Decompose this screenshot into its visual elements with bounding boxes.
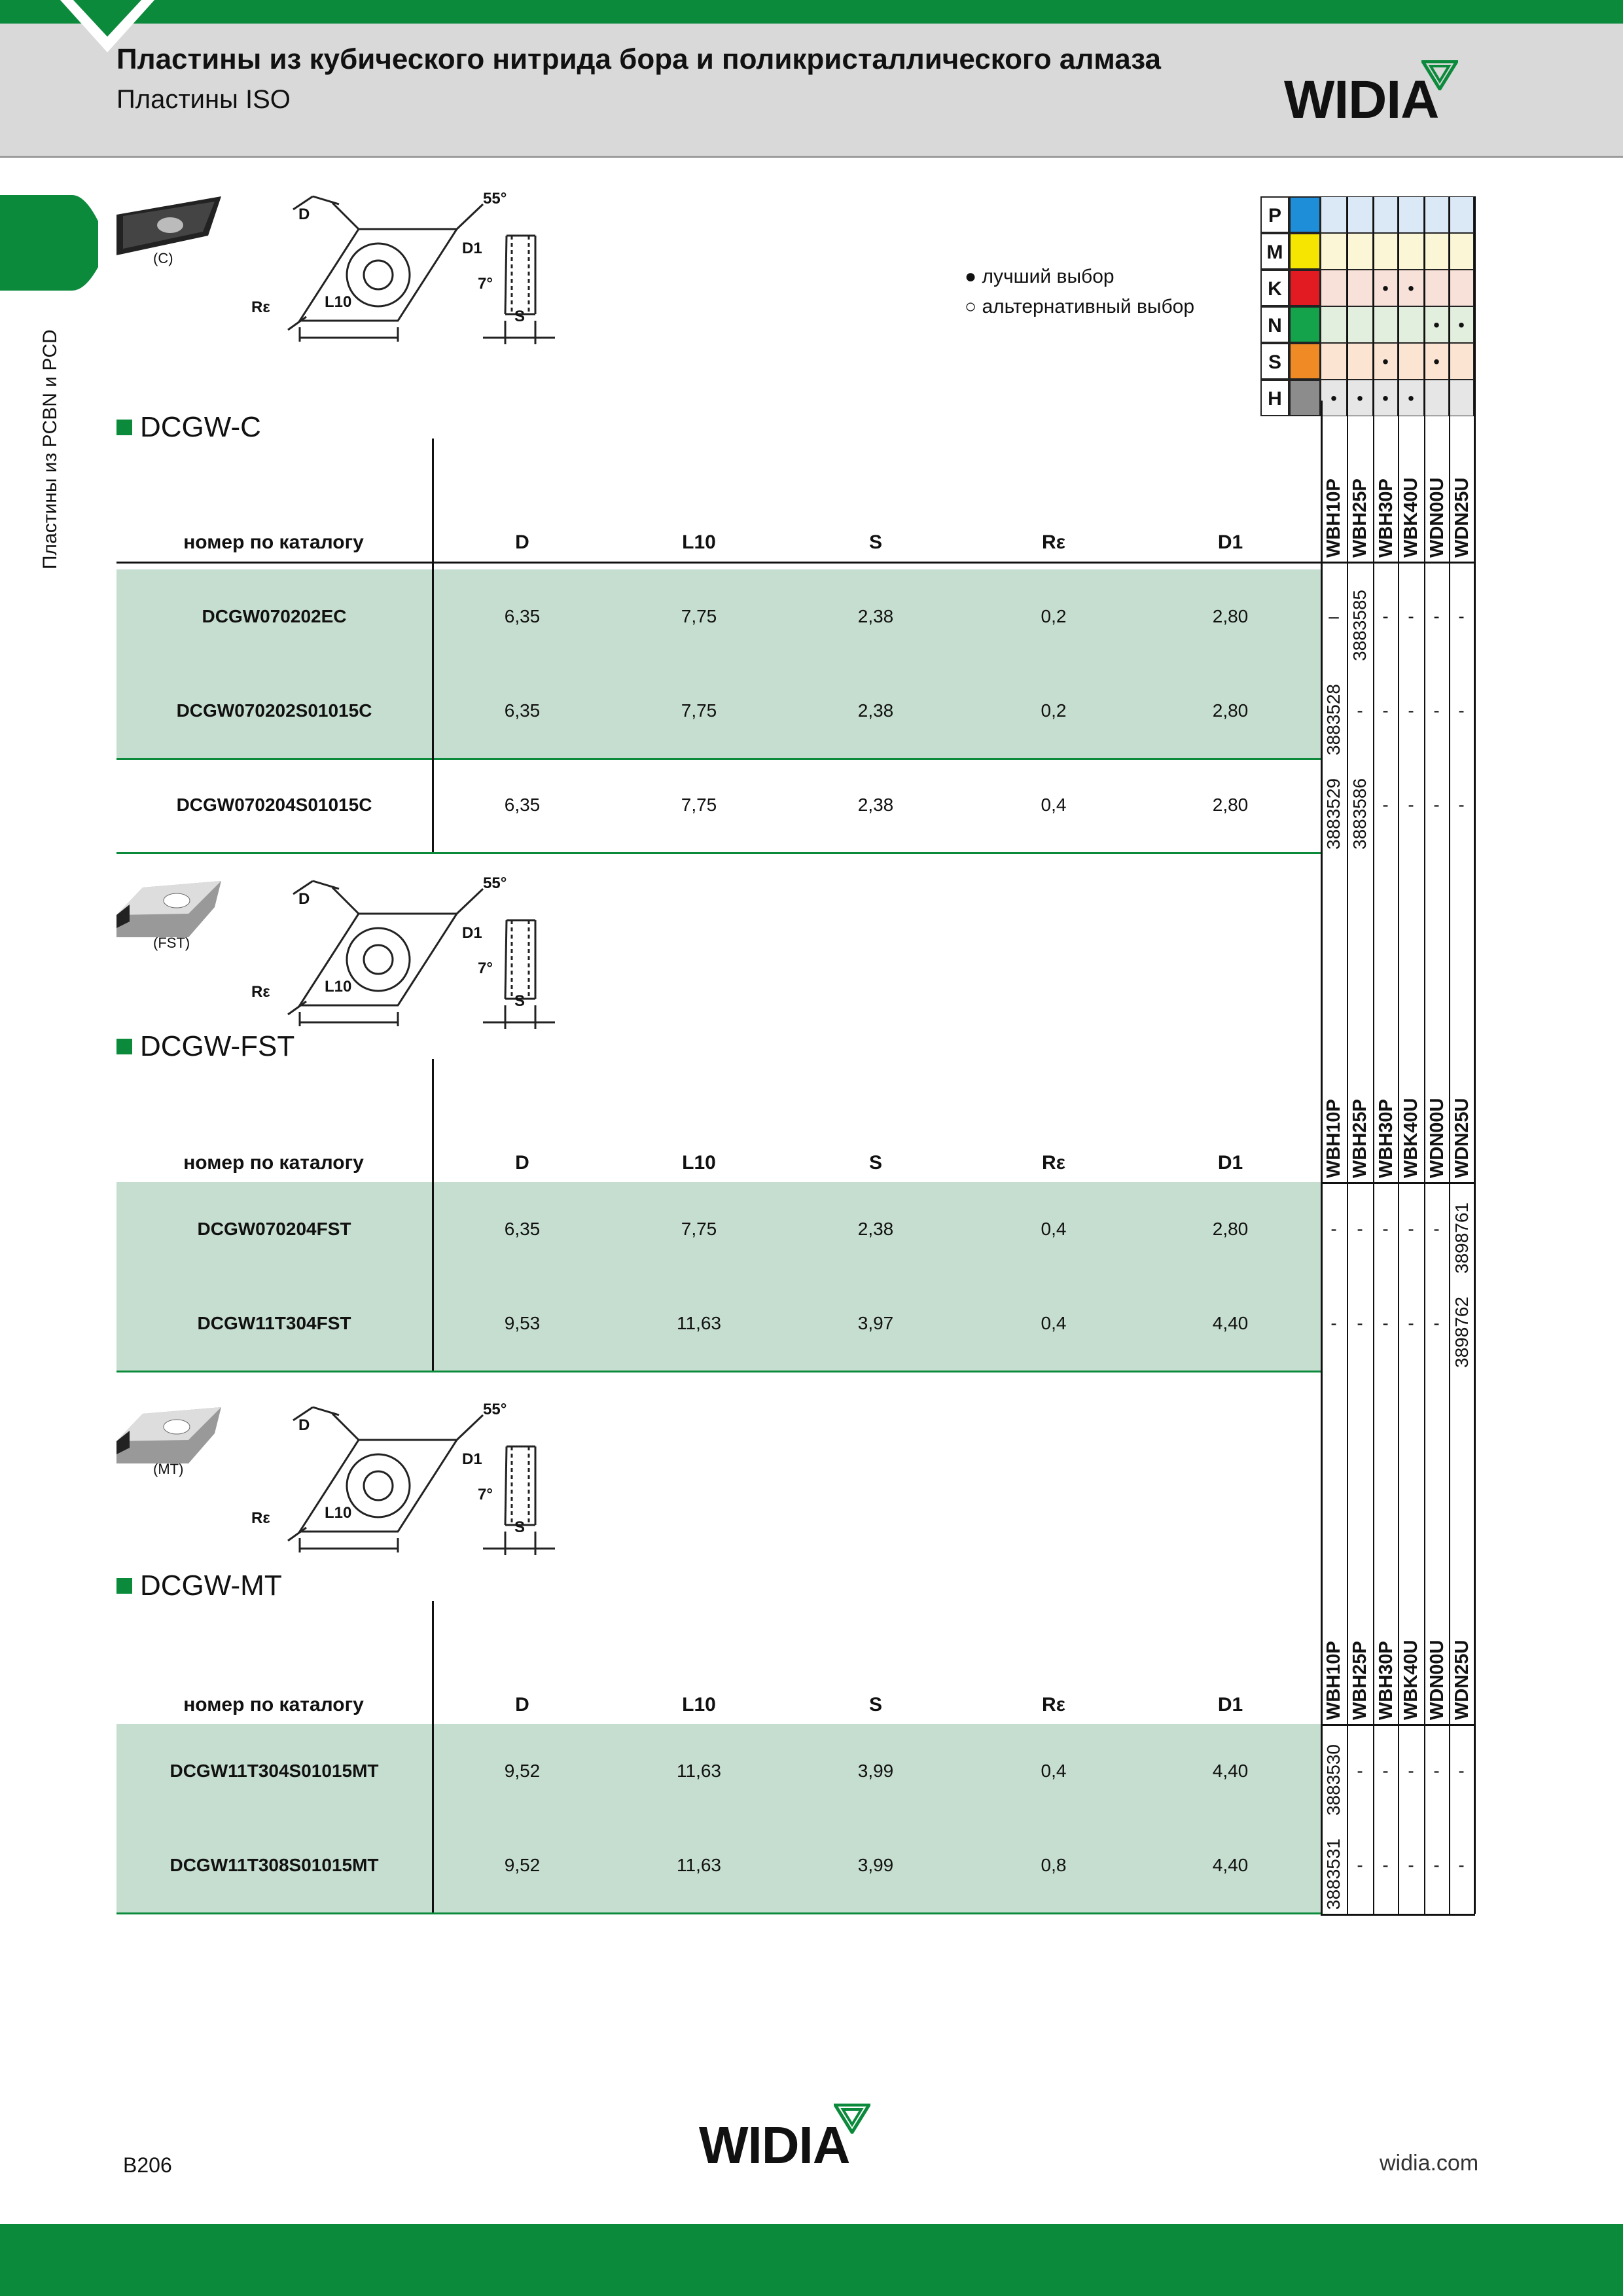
material-label-k: K [1260,270,1289,306]
dim-d-label: D [298,1416,310,1434]
dim-l10-label: L10 [325,293,352,311]
column-header-d: D [515,531,529,553]
dim-re-label: Rε [251,1509,270,1527]
dim-re-label: Rε [251,983,270,1001]
grade-column-line [1398,196,1399,1914]
dim-s-label: S [514,1518,526,1536]
material-grade-cell: • [1449,306,1474,343]
grade-unavailable: - [1330,1219,1337,1239]
column-header-l10: L10 [682,531,716,553]
material-grade-cell [1373,196,1398,233]
grade-column-line [1321,401,1323,1914]
section-name: DCGW-C [140,411,261,443]
catalog-number: DCGW11T308S01015MT [169,1855,379,1875]
material-grade-cell: • [1373,270,1398,306]
cell-d1: 4,40 [1212,1313,1249,1333]
grade-column-line [1347,196,1348,1914]
catalog-number: DCGW070204S01015C [176,795,372,815]
grade-unavailable: - [1458,606,1465,626]
grade-unavailable: - [1458,1761,1465,1781]
material-label-h: H [1260,380,1289,416]
insert-drawing [116,1401,588,1571]
catalog-number: DCGW070202S01015C [176,700,372,721]
grade-item-number[interactable]: 3898762 [1452,1296,1472,1368]
cell-l10: 7,75 [681,1219,717,1239]
grade-unavailable: - [1458,700,1465,721]
grade-unavailable: - [1433,606,1440,626]
dim-re-label: Rε [251,298,270,316]
group-rule [116,852,1321,854]
grade-column-line [1449,196,1450,1914]
grade-unavailable: - [1382,1313,1389,1333]
dim-d-label: D [298,206,310,223]
grade-unavailable: - [1408,1855,1414,1875]
grade-header-wbh10p: WBH10P [1323,1641,1344,1720]
corner-notch-green [73,0,141,37]
column-header-catalog: номер по каталогу [183,531,364,553]
grade-unavailable: - [1408,795,1414,815]
cell-re: 0,4 [1041,1313,1067,1333]
group-rule [116,1912,1321,1914]
catalog-divider [432,1724,434,1912]
legend-alt: ○ альтернативный выбор [965,296,1195,317]
dim-d-label: D [298,890,310,908]
column-header-catalog: номер по каталогу [183,1694,364,1715]
grade-header-wbh10p: WBH10P [1323,478,1344,558]
page-title: Пластины из кубического нитрида бора и поликристаллического алмаза [116,43,1162,75]
grade-header-wbh30p: WBH30P [1376,1099,1397,1178]
cell-l10: 11,63 [677,1855,721,1875]
grade-unavailable: - [1433,1855,1440,1875]
material-grade-cell [1398,343,1424,380]
footer-green-bar [0,2224,1623,2296]
column-header-re: Rε [1042,1694,1065,1715]
cell-re: 0,4 [1041,795,1067,815]
grade-unavailable: - [1408,700,1414,721]
dim-relief-label: 7° [478,275,493,293]
insert-geometry-diagram [116,874,588,1045]
material-grade-cell [1347,233,1373,270]
material-grade-cell [1424,196,1449,233]
material-grade-cell [1373,233,1398,270]
cell-d1: 2,80 [1212,606,1249,626]
header-divider [432,1601,434,1724]
material-color-swatch [1289,380,1321,416]
material-grade-cell [1321,343,1347,380]
dim-relief-label: 7° [478,1486,493,1503]
material-grade-cell [1449,343,1474,380]
grade-unavailable: - [1330,1313,1337,1333]
material-grade-cell: • [1373,380,1398,416]
grade-unavailable: - [1408,1313,1414,1333]
material-grade-cell: • [1398,380,1424,416]
cell-l10: 7,75 [681,795,717,815]
material-grade-cell [1449,380,1474,416]
group-rule [116,758,1321,760]
grade-unavailable: – [1329,606,1339,626]
column-header-catalog: номер по каталогу [183,1152,364,1174]
cell-d1: 4,40 [1212,1855,1249,1875]
column-header-re: Rε [1042,1152,1065,1174]
material-grade-cell [1449,233,1474,270]
cell-l10: 11,63 [677,1313,721,1333]
material-grade-cell: • [1321,380,1347,416]
grade-unavailable: - [1382,1219,1389,1239]
grade-column-line [1373,196,1374,1914]
grade-item-number[interactable]: 3883530 [1323,1744,1344,1816]
grade-header-wbk40u: WBK40U [1400,1640,1421,1720]
dim-d1-label: D1 [462,1450,482,1468]
material-grade-cell [1347,343,1373,380]
material-grade-cell [1449,196,1474,233]
material-color-swatch [1289,306,1321,343]
grade-unavailable: - [1357,700,1363,721]
dim-d1-label: D1 [462,240,482,257]
cell-d: 6,35 [504,1219,541,1239]
cell-s: 2,38 [857,795,894,815]
column-header-d1: D1 [1217,531,1243,553]
dim-d1-label: D1 [462,924,482,942]
header-rule [116,562,1474,564]
material-grade-cell: • [1347,380,1373,416]
column-header-re: Rε [1042,531,1065,553]
grade-header-wdn25u: WDN25U [1452,1640,1472,1720]
cell-s: 2,38 [857,700,894,721]
group-rule [116,1371,1321,1372]
grade-header-wbk40u: WBK40U [1400,477,1421,558]
insert-type-label: (FST) [153,935,190,951]
cell-s: 3,99 [857,1855,894,1875]
material-grade-cell [1424,270,1449,306]
grade-header-wbh30p: WBH30P [1376,1641,1397,1720]
column-header-d1: D1 [1217,1694,1243,1715]
dim-s-label: S [514,992,526,1010]
catalog-divider [432,1182,434,1371]
cell-d1: 4,40 [1212,1761,1249,1781]
insert-type-label: (C) [153,250,173,266]
grade-unavailable: - [1382,1761,1389,1781]
grade-header-wdn00u: WDN00U [1427,477,1448,558]
material-grade-cell: • [1373,343,1398,380]
cell-re: 0,2 [1041,606,1067,626]
insert-3d-icon [116,881,221,937]
grade-bottom-rule [1321,1914,1475,1916]
column-header-s: S [868,1152,882,1174]
dim-angle-label: 55° [483,1401,507,1418]
catalog-divider [432,562,434,852]
grade-column-line [1474,196,1476,1914]
header-divider [432,1059,434,1182]
section-title [116,411,261,444]
material-grade-cell: • [1398,270,1424,306]
insert-geometry-diagram [116,190,588,360]
grade-unavailable: - [1382,1855,1389,1875]
material-grade-cell [1398,306,1424,343]
material-grade-cell: • [1424,306,1449,343]
cell-s: 3,99 [857,1761,894,1781]
widia-triangle-icon [1421,60,1458,90]
grade-unavailable: - [1458,1855,1465,1875]
grade-header-wbh25p: WBH25P [1349,1641,1370,1720]
material-grade-cell [1321,233,1347,270]
material-grade-cell [1347,196,1373,233]
dim-l10-label: L10 [325,978,352,996]
material-label-p: P [1260,196,1289,233]
side-tab-shape [0,195,98,291]
grade-header-wbh10p: WBH10P [1323,1099,1344,1178]
grade-unavailable: - [1433,1761,1440,1781]
grade-unavailable: - [1408,1761,1414,1781]
grade-header-wbh25p: WBH25P [1349,478,1370,558]
grade-item-number[interactable]: 3883528 [1323,683,1344,755]
catalog-number: DCGW11T304S01015MT [169,1761,379,1781]
grade-unavailable: - [1357,1219,1363,1239]
material-grade-cell [1321,306,1347,343]
insert-drawing [116,874,588,1045]
material-color-swatch [1289,233,1321,270]
grade-unavailable: - [1408,606,1414,626]
cell-d1: 2,80 [1212,795,1249,815]
side-tab-label: Пластины из PCBN и PCD [39,329,61,569]
section-name: DCGW-FST [140,1030,295,1062]
cell-d: 9,52 [504,1855,541,1875]
material-grade-cell [1424,380,1449,416]
cell-d: 6,35 [504,606,541,626]
grade-unavailable: - [1382,700,1389,721]
grade-unavailable: - [1433,1313,1440,1333]
insert-drawing [116,190,588,360]
insert-3d-icon [116,1407,221,1463]
material-label-s: S [1260,343,1289,380]
cell-d: 9,53 [504,1313,541,1333]
footer-url[interactable]: widia.com [1380,2151,1479,2176]
section-marker-icon [116,1578,132,1594]
grade-unavailable: - [1382,795,1389,815]
grade-unavailable: - [1357,1313,1363,1333]
cell-re: 0,4 [1041,1219,1067,1239]
cell-re: 0,2 [1041,700,1067,721]
grade-unavailable: - [1382,606,1389,626]
column-header-d1: D1 [1217,1152,1243,1174]
cell-re: 0,4 [1041,1761,1067,1781]
grade-unavailable: - [1408,1219,1414,1239]
material-grade-cell [1321,270,1347,306]
cell-l10: 11,63 [677,1761,721,1781]
grade-header-wdn00u: WDN00U [1427,1098,1448,1178]
material-grade-cell [1373,306,1398,343]
grade-header-wdn00u: WDN00U [1427,1640,1448,1720]
column-header-s: S [868,1694,882,1715]
grade-column-line [1424,196,1425,1914]
grade-item-number[interactable]: 3883531 [1323,1838,1344,1910]
cell-s: 2,38 [857,606,894,626]
cell-d1: 2,80 [1212,700,1249,721]
cell-d: 6,35 [504,795,541,815]
grade-unavailable: - [1433,700,1440,721]
cell-d: 9,52 [504,1761,541,1781]
grade-header-wbh30p: WBH30P [1376,478,1397,558]
brand-logo: WIDIA [1284,69,1438,131]
column-header-d: D [515,1694,529,1715]
insert-type-label: (MT) [153,1461,184,1477]
section-marker-icon [116,420,132,435]
cell-d: 6,35 [504,700,541,721]
section-marker-icon [116,1039,132,1054]
dim-s-label: S [514,308,526,325]
cell-s: 3,97 [857,1313,894,1333]
widia-triangle-icon [834,2104,870,2134]
grade-item-number[interactable]: 3898761 [1452,1202,1472,1274]
header-divider [432,439,434,562]
grade-item-number[interactable]: 3883585 [1349,589,1370,661]
column-header-l10: L10 [682,1694,716,1715]
insert-geometry-diagram [116,1401,588,1571]
section-title [116,1030,294,1063]
grade-header-wdn25u: WDN25U [1452,477,1472,558]
page-number: B206 [123,2153,172,2177]
column-header-s: S [868,531,882,553]
section-name: DCGW-MT [140,1570,282,1602]
cell-d1: 2,80 [1212,1219,1249,1239]
grade-header-wbk40u: WBK40U [1400,1098,1421,1178]
grade-unavailable: - [1433,1219,1440,1239]
dim-angle-label: 55° [483,190,507,207]
grade-header-wbh25p: WBH25P [1349,1099,1370,1178]
dim-l10-label: L10 [325,1504,352,1522]
dim-relief-label: 7° [478,960,493,977]
material-color-swatch [1289,270,1321,306]
dim-angle-label: 55° [483,874,507,892]
material-grade-cell [1347,306,1373,343]
grade-item-number[interactable]: 3883529 [1323,778,1344,850]
grade-unavailable: - [1357,1761,1363,1781]
column-header-d: D [515,1152,529,1174]
catalog-number: DCGW070204FST [197,1219,351,1239]
top-green-bar [0,0,1623,24]
material-grade-cell: • [1424,343,1449,380]
material-label-n: N [1260,306,1289,343]
material-color-swatch [1289,196,1321,233]
material-grade-cell [1347,270,1373,306]
section-title [116,1570,282,1602]
material-color-swatch [1289,343,1321,380]
legend-best: ● лучший выбор [965,266,1115,287]
footer-logo: WIDIA [699,2115,850,2176]
insert-3d-icon [116,196,221,255]
grade-unavailable: - [1433,795,1440,815]
material-grade-cell [1321,196,1347,233]
page-subtitle: Пластины ISO [116,85,291,114]
grade-item-number[interactable]: 3883586 [1349,778,1370,850]
cell-s: 2,38 [857,1219,894,1239]
material-grade-cell [1424,233,1449,270]
grade-header-wdn25u: WDN25U [1452,1098,1472,1178]
cell-l10: 7,75 [681,606,717,626]
catalog-number: DCGW11T304FST [197,1313,351,1333]
grade-unavailable: - [1357,1855,1363,1875]
catalog-number: DCGW070202EC [202,606,347,626]
cell-re: 0,8 [1041,1855,1067,1875]
grade-unavailable: - [1458,795,1465,815]
column-header-l10: L10 [682,1152,716,1174]
cell-l10: 7,75 [681,700,717,721]
material-grade-cell [1398,233,1424,270]
material-grade-cell [1449,270,1474,306]
material-grade-cell [1398,196,1424,233]
material-label-m: M [1260,233,1289,270]
